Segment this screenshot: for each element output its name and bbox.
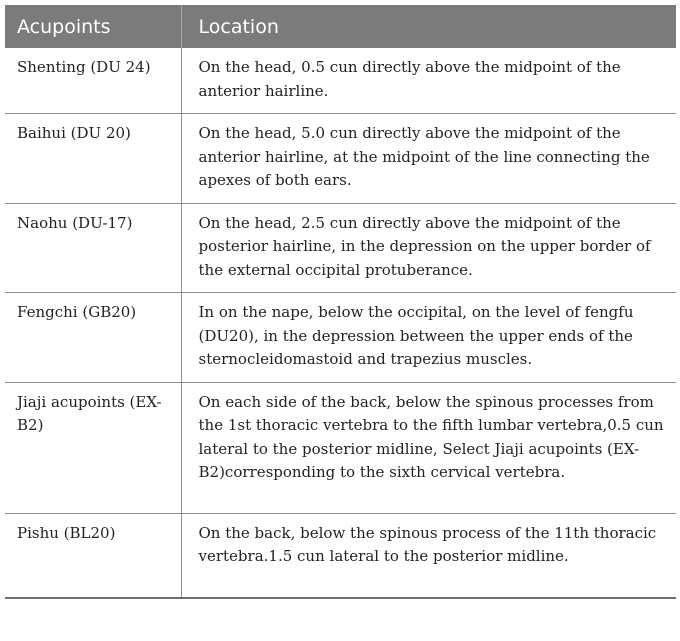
acupoints-table	[5, 5, 676, 599]
location-cell: In on the nape, below the occipital, on the level of fengfu (DU20), in the depression between the upper ends of the sternocleidomastoid and trapezius muscles.	[181, 293, 676, 383]
acupoint-cell: Baihui (DU 20)	[5, 114, 181, 204]
acupoint-cell: Pishu (BL20)	[5, 513, 181, 598]
acupoint-cell: Shenting (DU 24)	[5, 48, 181, 114]
table-row	[5, 513, 676, 598]
acupoint-cell: Jiaji acupoints (EX-B2)	[5, 382, 181, 513]
header-location: Location	[181, 5, 676, 48]
location-cell: On each side of the back, below the spinous processes from the 1st thoracic vertebra to the fifth lumbar vertebra,0.5 cun lateral to the posterior midline, Select Jiaji acupoints (EX-B2)corresponding to the sixth cervical vertebra.	[181, 382, 676, 513]
location-cell: On the head, 0.5 cun directly above the midpoint of the anterior hairline.	[181, 48, 676, 114]
location-cell: On the head, 2.5 cun directly above the midpoint of the posterior hairline, in the depression on the upper border of the external occipital protuberance.	[181, 203, 676, 293]
table-row	[5, 203, 676, 293]
table-row	[5, 382, 676, 513]
table-row	[5, 48, 676, 114]
location-cell: On the back, below the spinous process of the 11th thoracic vertebra.1.5 cun lateral to the posterior midline.	[181, 513, 676, 598]
acupoint-cell: Naohu (DU-17)	[5, 203, 181, 293]
location-cell: On the head, 5.0 cun directly above the midpoint of the anterior hairline, at the midpoint of the line connecting the apexes of both ears.	[181, 114, 676, 204]
acupoint-cell: Fengchi (GB20)	[5, 293, 181, 383]
table-row	[5, 293, 676, 383]
header-acupoints: Acupoints	[5, 5, 181, 48]
table-row	[5, 114, 676, 204]
table-header-row	[5, 5, 676, 48]
